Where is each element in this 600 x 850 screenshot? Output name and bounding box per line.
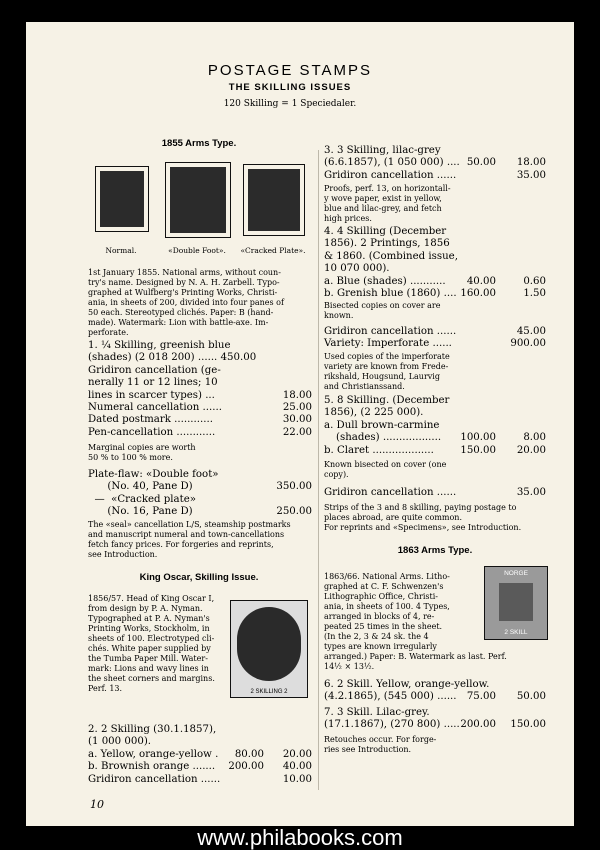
list-item: 5. 8 Skilling. (December	[324, 395, 450, 406]
list-item: (shades) .................. 100.00 8.00	[336, 432, 546, 444]
item-6-list	[324, 679, 546, 704]
list-item: a. Yellow, orange-yellow . 80.00 20.00	[88, 748, 312, 760]
list-item: lines in scarcer types) ... 18.00	[88, 389, 312, 401]
stamp-image-1863	[484, 566, 548, 640]
list-item: 1856), (2 225 000).	[324, 407, 424, 419]
list-item: & 1860. (Combined issue,	[324, 250, 458, 262]
list-item: (17.1.1867), (270 800) ..... 200.00 150.00	[324, 719, 546, 731]
caption-normal: Normal.	[105, 246, 137, 255]
item-4-list	[324, 226, 546, 300]
list-item: Gridiron cancellation ...... 35.00	[324, 487, 546, 498]
stamp-1863-country: NORGE	[504, 570, 528, 577]
stamp-oscar-value: 2 SKILLING 2	[250, 689, 288, 695]
item-1-list	[88, 340, 312, 439]
list-item: (4.2.1865), (545 000) ...... 75.00 50.00	[324, 691, 546, 703]
column-divider	[318, 150, 319, 790]
list-item: Gridiron cancellation ...... 10.00	[88, 773, 312, 785]
bisected-note-1: Bisected copies on cover are known.	[324, 301, 441, 320]
section-heading-1863: 1863 Arms Type.	[397, 545, 473, 556]
proofs-note: Proofs, perf. 13, on horizontall- y wove paper, exist in yellow, blue and lilac-grey, and fetch high prices.	[324, 184, 451, 223]
currency-rate: 120 Skilling = 1 Speciedaler.	[223, 99, 357, 109]
stamp-image-normal	[95, 166, 149, 232]
item-5-list	[324, 395, 546, 457]
list-item: (1 000 000).	[88, 736, 152, 748]
desc-1855: 1st January 1855. National arms, without coun- try's name. Designed by N. A. H. Zarbell. Typo- graphed at Wulfberg's Printing Works, Christi- ania, in sheets of 200, divided into four panes of 50 each. Stereotyped clichés. Paper: B (hand- made). Watermark: Lion with battle-axe. Im- perforate.	[88, 268, 284, 337]
list-item: (6.6.1857), (1 050 000) .... 50.00 18.00	[324, 157, 546, 169]
list-item: 3. 3 Skilling, lilac-grey	[324, 145, 441, 156]
used-copies-note: Used copies of the imperforate variety are known from Frede- rikshald, Hougsund, Laurvig and Christianssand.	[324, 352, 450, 391]
list-item: 7. 3 Skill. Lilac-grey.	[324, 707, 430, 718]
list-item: a. Blue (shades) ........... 40.00 0.60	[324, 275, 546, 287]
list-item: Plate-flaw: «Double foot»	[88, 469, 219, 480]
list-item: 6. 2 Skill. Yellow, orange-yellow.	[324, 679, 490, 690]
list-item: nerally 11 or 12 lines; 10	[88, 377, 218, 389]
list-item: Dated postmark ............ 30.00	[88, 414, 312, 426]
section-heading-oscar: King Oscar, Skilling Issue.	[139, 572, 259, 583]
list-item: (No. 16, Pane D) 250.00	[88, 506, 312, 518]
item-3-list	[324, 145, 546, 182]
list-item: Numeral cancellation ...... 25.00	[88, 402, 312, 414]
footer-url: www.philabooks.com	[197, 825, 403, 850]
caption-cracked-plate: «Cracked Plate».	[240, 246, 306, 255]
section-heading-1855: 1855 Arms Type.	[161, 138, 237, 149]
list-item: — «Cracked plate»	[88, 493, 196, 505]
list-item: Gridiron cancellation ...... 35.00	[324, 169, 546, 181]
list-item: 10 070 000).	[324, 263, 390, 275]
item-2-list	[88, 724, 312, 786]
list-item: b. Claret ................... 150.00 20.00	[324, 444, 546, 456]
stamp-image-double-foot	[165, 162, 231, 238]
plate-flaw-list	[88, 469, 312, 519]
list-item: (shades) (2 018 200) ...... 450.00	[88, 352, 257, 364]
bisected-note-2: Known bisected on cover (one copy).	[324, 460, 447, 479]
page-title: POSTAGE STAMPS	[207, 62, 373, 79]
stamp-image-cracked-plate	[243, 164, 305, 236]
list-item: b. Grenish blue (1860) .... 160.00 1.50	[324, 288, 546, 300]
list-item: 2. 2 Skilling (30.1.1857),	[88, 724, 217, 735]
list-item: b. Brownish orange ....... 200.00 40.00	[88, 761, 312, 773]
strips-note: Strips of the 3 and 8 skilling, paying postage to places abroad, are quite common. For reprints and «Specimens», see Introduction.	[324, 503, 522, 532]
list-item: Gridiron cancellation ...... 45.00	[324, 326, 546, 337]
list-item: 1. ¼ Skilling, greenish blue	[88, 340, 231, 351]
seal-note: The «seal» cancellation L/S, steamship postmarks and manuscript numeral and town-cancellations fetch fancy prices. For forgeries and reprints, see Introduction.	[88, 520, 291, 559]
item-7-list	[324, 707, 546, 732]
page-number: 10	[90, 798, 104, 811]
list-item: a. Dull brown-carmine	[324, 419, 440, 431]
item-5b-list	[324, 487, 546, 499]
desc-1863: 1863/66. National Arms. Litho- graphed at C. F. Schwenzen's Lithographic Office, Christi- ania, in sheets of 100. 4 Types, arranged in blocks of 4, re- peated 25 times in the sheet. (In the 2, 3 & 24 sk. the 4 types are known irregularly arranged.) Paper: B. Watermark as last. Perf. 14½ × 13½.	[324, 572, 507, 671]
stamp-image-oscar	[230, 600, 308, 698]
list-item: 4. 4 Skilling (December	[324, 226, 447, 237]
stamp-1863-value: 2 SKILL	[504, 629, 528, 636]
caption-double-foot: «Double Foot».	[168, 246, 226, 255]
retouches-note: Retouches occur. For forge- ries see Introduction.	[324, 735, 437, 754]
marginal-note: Marginal copies are worth 50 % to 100 % more.	[88, 443, 196, 462]
list-item: 1856). 2 Printings, 1856	[324, 238, 450, 250]
list-item: Variety: Imperforate ...... 900.00	[324, 338, 546, 350]
list-item: Gridiron cancellation (ge-	[88, 364, 221, 376]
desc-oscar: 1856/57. Head of King Oscar I, from design by P. A. Nyman. Typographed at P. A. Nyman's Printing Works, Stockholm, in sheets of 100. Electrotyped cli- chés. White paper supplied by the Tumba Paper Mill. Water- mark: Lions and wavy lines in the sheet corners and margins. Perf. 13.	[88, 594, 215, 693]
list-item: (No. 40, Pane D) 350.00	[88, 481, 312, 493]
page-subtitle: THE SKILLING ISSUES	[228, 82, 352, 93]
list-item: Pen-cancellation ............ 22.00	[88, 426, 312, 438]
item-4b-list	[324, 326, 546, 351]
